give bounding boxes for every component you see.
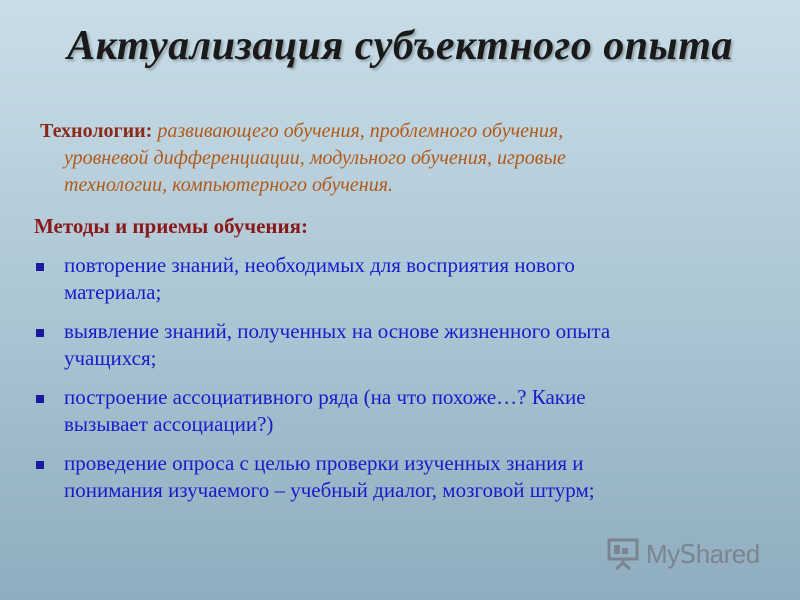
technologies-text-line2: уровневой дифференциации, модульного обучения, игровые — [64, 147, 566, 169]
list-item — [30, 384, 770, 438]
list-item-line1: повторение знаний, необходимых для восприятия нового — [64, 253, 575, 277]
technologies-label: Технологии: — [40, 120, 153, 142]
presentation-board-icon — [606, 537, 640, 571]
list-item-line2: вызывает ассоциации?) — [64, 412, 274, 436]
technologies-text-line3: технологии, компьютерного обучения. — [64, 174, 394, 196]
square-bullet-icon — [36, 461, 44, 469]
list-item-line2: понимания изучаемого – учебный диалог, мозговой штурм; — [64, 478, 595, 502]
list-item — [30, 252, 770, 306]
list-item — [30, 318, 770, 372]
methods-list — [30, 252, 770, 516]
list-item-line2: учащихся; — [64, 346, 157, 370]
list-item-line1: выявление знаний, полученных на основе жизненного опыта — [64, 319, 611, 343]
technologies-text-line1: развивающего обучения, проблемного обучения, — [157, 120, 564, 142]
slide-title: Актуализация субъектного опыта — [67, 23, 733, 69]
technologies-paragraph — [40, 118, 760, 199]
methods-heading: Методы и приемы обучения: — [34, 214, 308, 238]
square-bullet-icon — [36, 395, 44, 403]
square-bullet-icon — [36, 329, 44, 337]
myshared-logo[interactable] — [606, 536, 760, 572]
list-item — [30, 450, 770, 504]
square-bullet-icon — [36, 263, 44, 271]
list-item-line1: проведение опроса с целью проверки изученных знания и — [64, 451, 584, 475]
logo-text: MyShared — [646, 538, 760, 570]
list-item-line2: материала; — [64, 280, 162, 304]
list-item-line1: построение ассоциативного ряда (на что похоже…? Какие — [64, 385, 586, 409]
